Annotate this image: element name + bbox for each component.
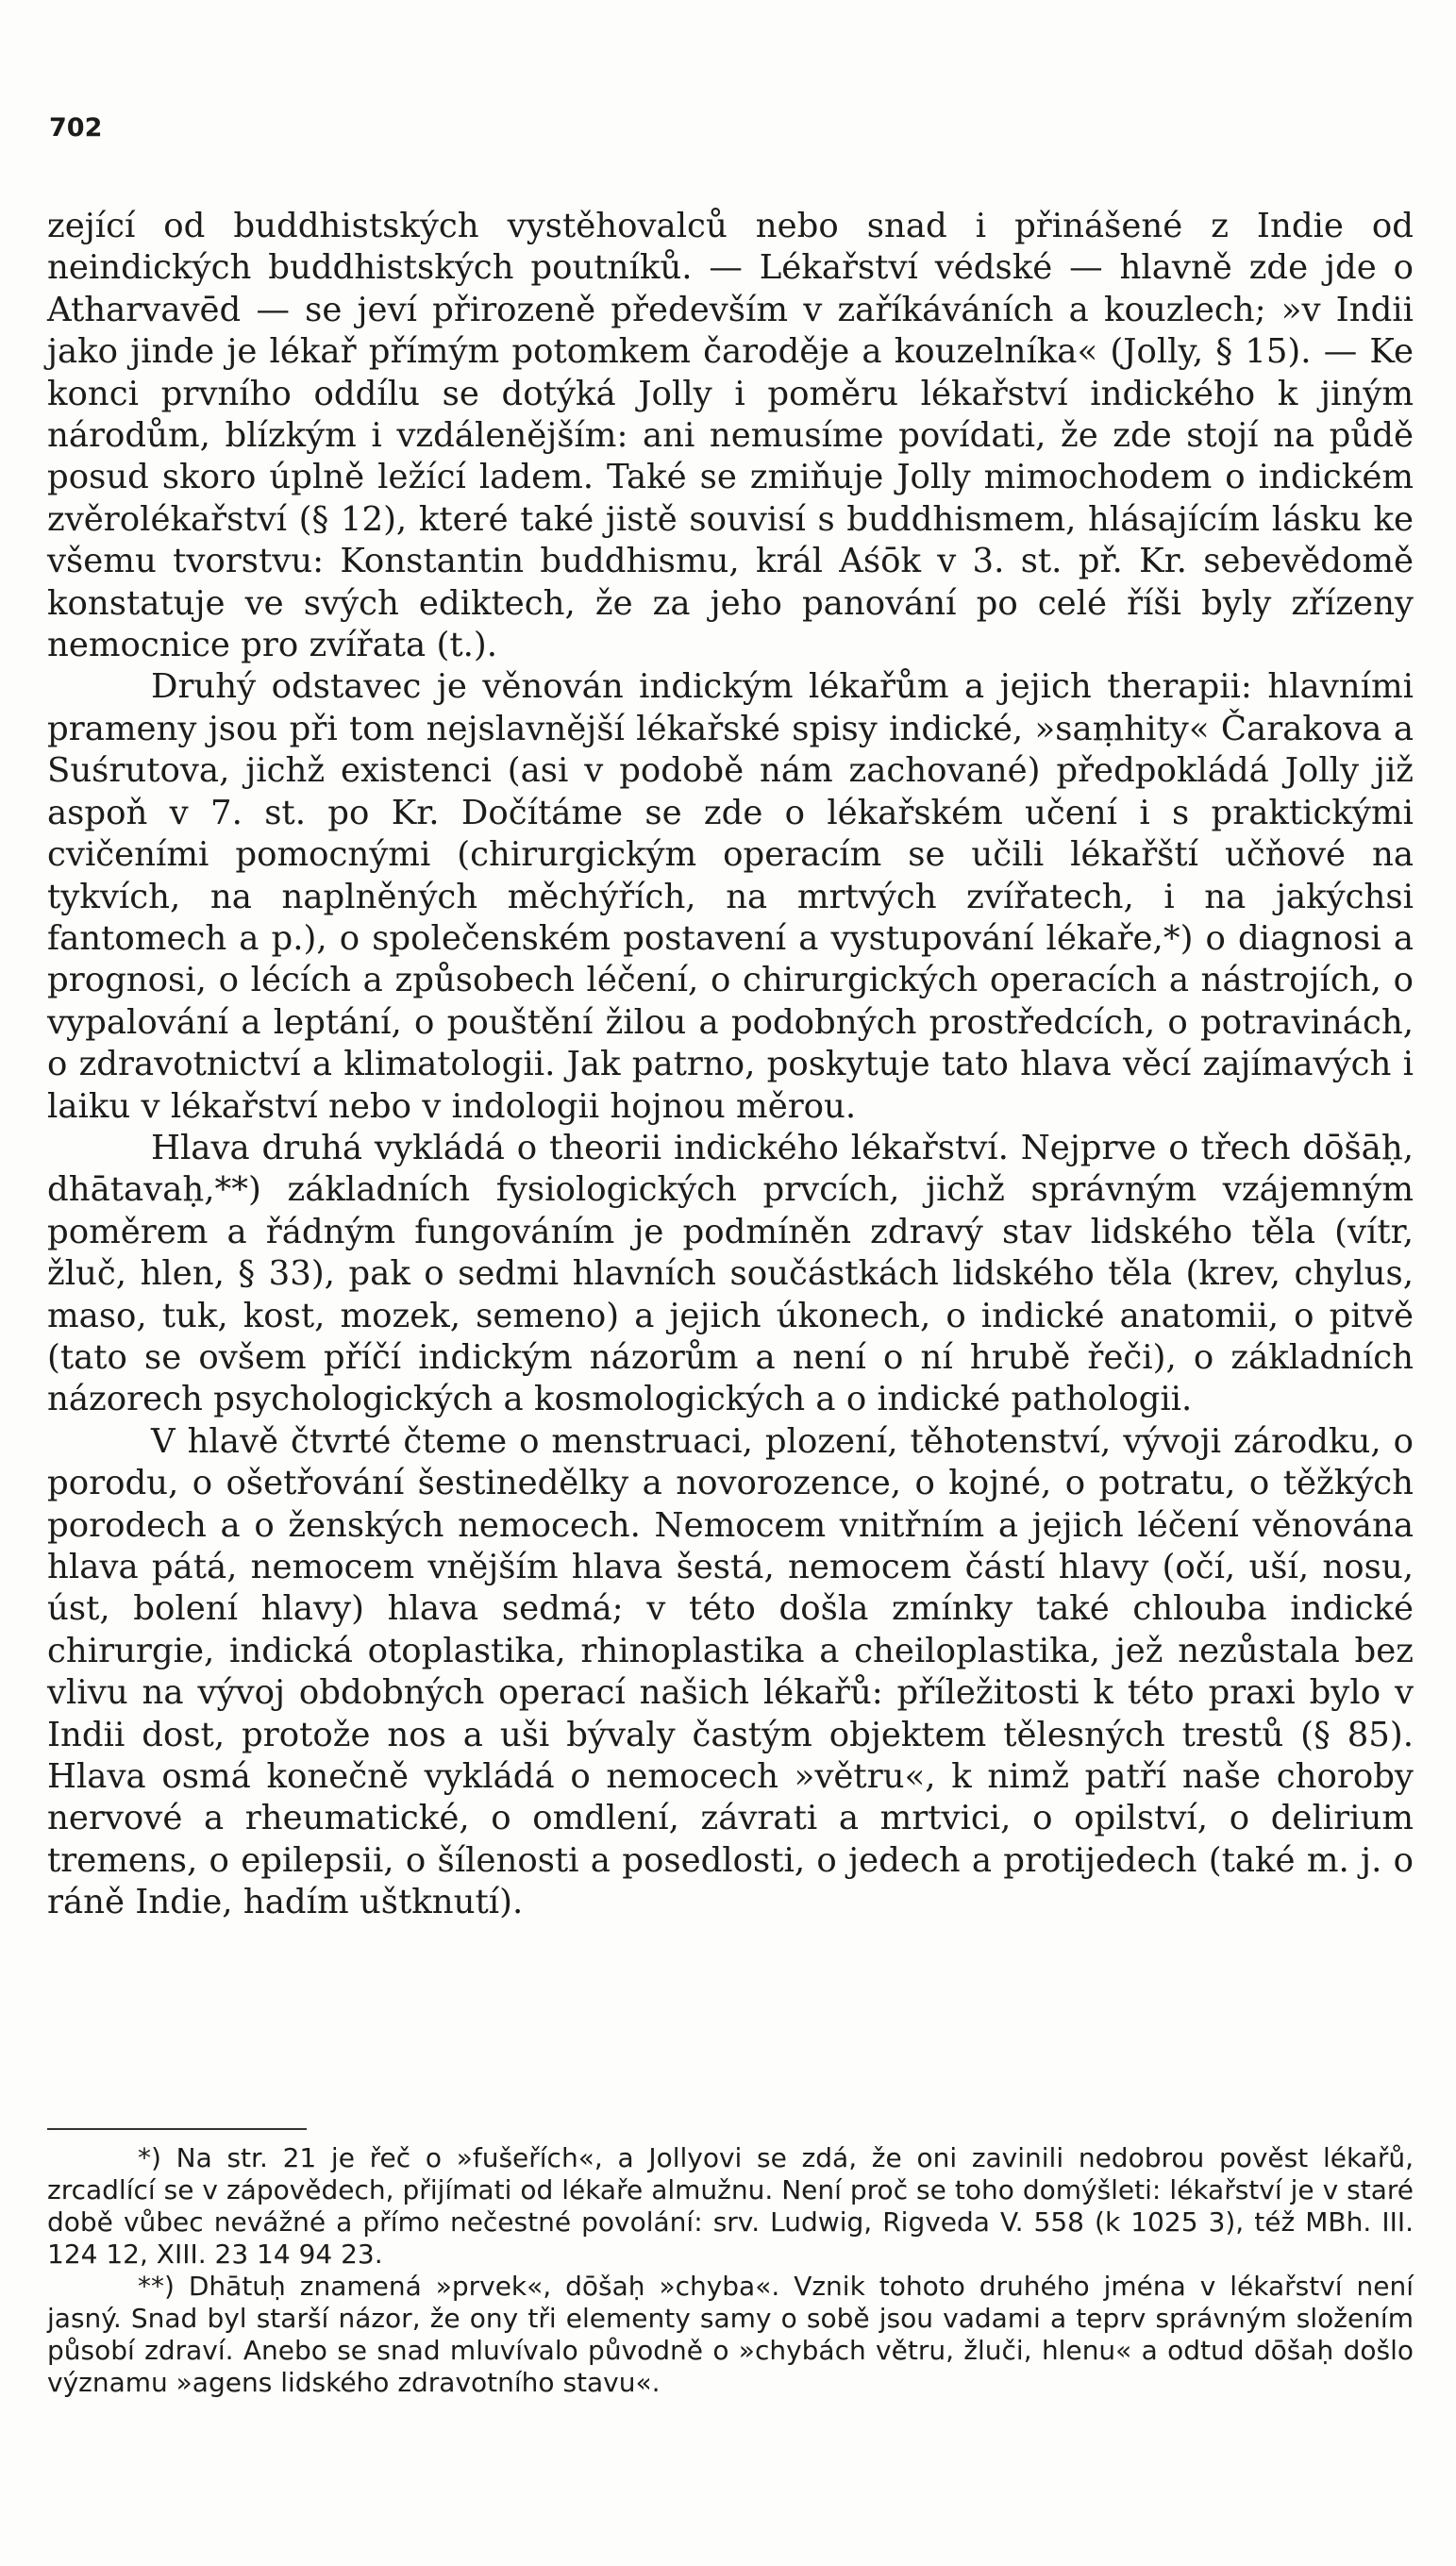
footnotes [47, 2142, 1414, 2399]
footnote-1: *) Na str. 21 je řeč o »fušeřích«, a Jollyovi se zdá, že oni zavinili nedobrou pověst lékařů, zrcadlící se v zápovědech, přijímati od lékaře almužnu. Není proč se toho domýšleti: lékařství je v staré době vůbec nevážné a přímo nečestné povolání: srv. Ludwig, Rigveda V. 558 (k 1025 3), též MBh. III. 124 12, XIII. 23 14 94 23. [47, 2142, 1414, 2270]
paragraph-continuation: zející od buddhistských vystěhovalců nebo snad i přinášené z Indie od neindických buddhistských poutníků. — Lékařství védské — hlavně zde jde o Atharvavēd — se jeví přirozeně především v zaříkáváních a kouzlech; »v Indii jako jinde je lékař přímým potomkem čaroděje a kouzelníka« (Jolly, § 15). — Ke konci prvního oddílu se dotýká Jolly i poměru lékařství indického k jiným národům, blízkým i vzdálenějším: ani nemusíme povídati, že zde stojí na půdě posud skoro úplně ležící ladem. Také se zmiňuje Jolly mimochodem o indickém zvěrolékařství (§ 12), které také jistě souvisí s buddhismem, hlásajícím lásku ke všemu tvorstvu: Konstantin buddhismu, král Aśōk v 3. st. př. Kr. sebevědomě konstatuje ve svých ediktech, že za jeho panování po celé říši byly zřízeny nemocnice pro zvířata (t.). [47, 207, 1414, 665]
paragraph-physicians-therapy: Druhý odstavec je věnován indickým lékařům a jejich therapii: hlavními prameny jsou při tom nejslavnější lékařské spisy indické, »saṃhity« Čarakova a Suśrutova, jichž existenci (asi v podobě nám zachované) předpokládá Jolly již aspoň v 7. st. po Kr. Dočítáme se zde o lékařském učení i s praktickými cvičeními pomocnými (chirurgickým operacím se učili lékařští učňové na tykvích, na naplněných měchýřích, na mrtvých zvířatech, i na jakýchsi fantomech a p.), o společenském postavení a vystupování lékaře,*) o diagnosi a prognosi, o lécích a způsobech léčení, o chirurgických operacích a nástrojích, o vypalování a leptání, o pouštění žilou a podobných prostředcích, o potravinách, o zdravotnictví a klimatologii. Jak patrno, poskytuje tato hlava věcí zajímavých i laiku v lékařství nebo v indologii hojnou měrou. [47, 667, 1414, 1126]
footnote-2: **) Dhātuḥ znamená »prvek«, dōšaḥ »chyba«. Vznik tohoto druhého jména v lékařství není jasný. Snad byl starší názor, že ony tři elementy samy o sobě jsou vadami a teprv správným složením působí zdraví. Anebo se snad mluvívalo původně o »chybách větru, žluči, hlenu« a odtud dōšaḥ došlo významu »agens lidského zdravotního stavu«. [47, 2271, 1414, 2398]
main-text [47, 206, 1414, 1924]
page-number: 702 [49, 113, 103, 143]
paragraph-chapter-four: V hlavě čtvrté čteme o menstruaci, plození, těhotenství, vývoji zárodku, o porodu, o ošetřování šestinedělky a novorozence, o kojné, o potratu, o těžkých porodech a o ženských nemocech. Nemocem vnitřním a jejich léčení věnována hlava pátá, nemocem vnějším hlava šestá, nemocem částí hlavy (očí, uší, nosu, úst, bolení hlavy) hlava sedmá; v této došla zmínky také chlouba indické chirurgie, indická otoplastika, rhinoplastika a cheiloplastika, jež nezůstala bez vlivu na vývoj obdobných operací našich lékařů: příležitosti k této praxi bylo v Indii dost, protože nos a uši bývaly častým objektem tělesných trestů (§ 85). Hlava osmá konečně vykládá o nemocech »větru«, k nimž patří naše choroby nervové a rheumatické, o omdlení, závrati a mrtvici, o opilství, o delirium tremens, o epilepsii, o šílenosti a posedlosti, o jedech a protijedech (také m. j. o ráně Indie, hadím uštknutí). [47, 1421, 1414, 1922]
paragraph-theory: Hlava druhá vykládá o theorii indického lékařství. Nejprve o třech dōšāḥ, dhātavaḥ,**) základních fysiologických prvcích, jichž správným vzájemným poměrem a řádným fungováním je podmíněn zdravý stav lidského těla (vítr, žluč, hlen, § 33), pak o sedmi hlavních součástkách lidského těla (krev, chylus, maso, tuk, kost, mozek, semeno) a jejich úkonech, o indické anatomii, o pitvě (tato se ovšem příčí indickým názorům a není o ní hrubě řeči), o základních názorech psychologických a kosmologických a o indické pathologii. [47, 1128, 1414, 1419]
footnote-divider [47, 2128, 307, 2130]
